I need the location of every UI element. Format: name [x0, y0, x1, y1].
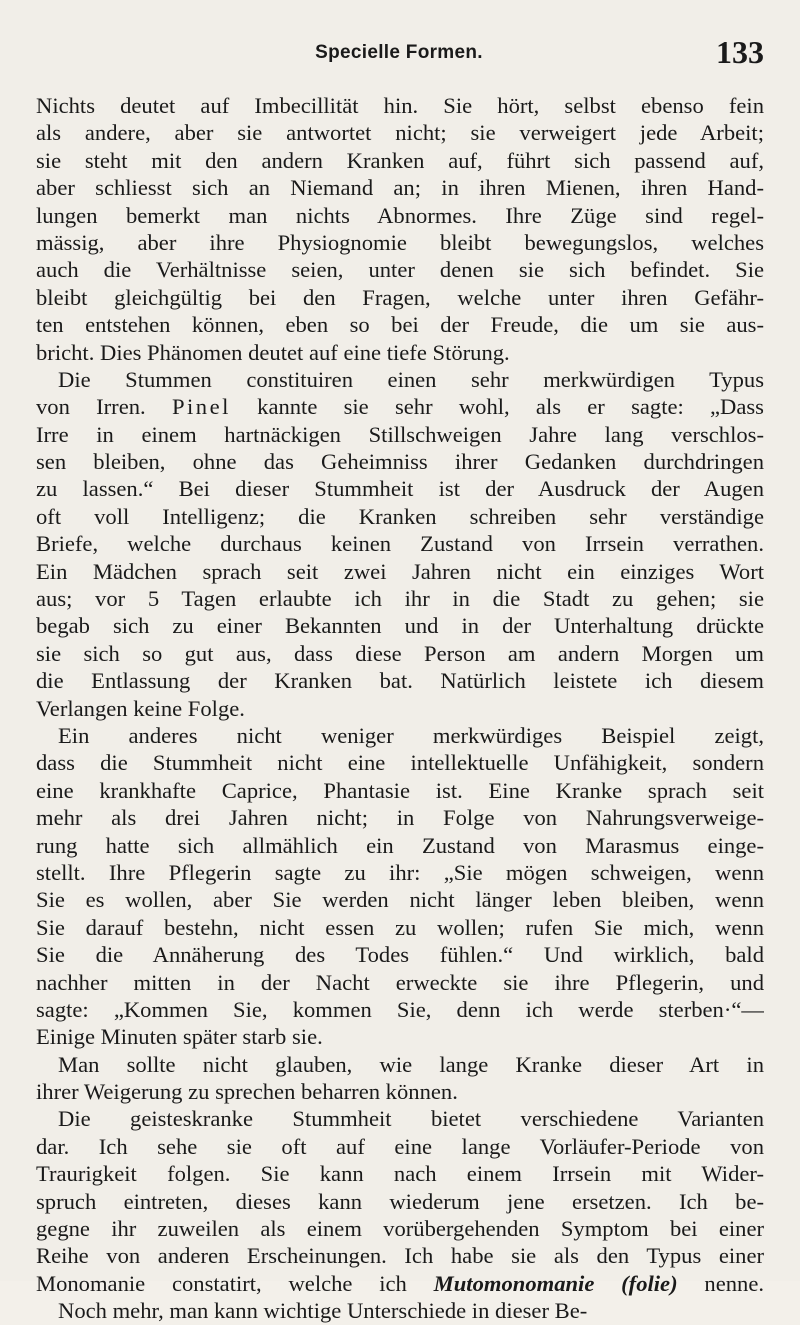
- text-line: Die geisteskranke Stummheit bietet verschiedene Varianten: [58, 1106, 764, 1132]
- body-text: [36, 92, 764, 1325]
- text-line: Nichts deutet auf Imbecillität hin. Sie hört, selbst ebenso fein: [36, 93, 764, 118]
- page-number: 133: [716, 34, 764, 70]
- text-fragment: von Irren.: [36, 394, 146, 420]
- text-line: als andere, aber sie antwortet nicht; sie verweigert jede Arbeit;: [36, 120, 764, 146]
- text-line: mässig, aber ihre Physiognomie bleibt bewegungslos, welches: [36, 229, 764, 255]
- running-title: Specielle Formen.: [315, 42, 483, 63]
- text-line: sie steht mit den andern Kranken auf, führt sich passend auf,: [36, 147, 764, 173]
- text-line: nachher mitten in der Nacht erweckte sie ihre Pflegerin, und: [36, 969, 764, 995]
- text-line: spruch eintreten, dieses kann wiederum jene ersetzen. Ich be-: [36, 1188, 764, 1214]
- text-line: [36, 393, 764, 420]
- page-header: [34, 34, 764, 74]
- text-line: gegne ihr zuweilen als einem vorübergehenden Symptom bei einer: [36, 1216, 764, 1242]
- text-line: Reihe von anderen Erscheinungen. Ich habe sie als den Typus einer: [36, 1243, 764, 1269]
- text-line: Die Stummen constituiren einen sehr merkwürdigen Typus: [58, 366, 764, 392]
- text-line: oft voll Intelligenz; die Kranken schreiben sehr verständige: [36, 503, 764, 529]
- text-line: lungen bemerkt man nichts Abnormes. Ihre Züge sind regel-: [36, 202, 764, 228]
- text-line: dar. Ich sehe sie oft auf eine lange Vorläufer-Periode von: [36, 1133, 764, 1159]
- emphasized-term: Mutomonomanie (folie): [433, 1270, 678, 1296]
- text-line: sagte: „Kommen Sie, kommen Sie, denn ich werde sterben·“—: [36, 996, 764, 1022]
- text-line: aber schliesst sich an Niemand an; in ihren Mienen, ihren Hand-: [36, 175, 764, 201]
- text-line: Man sollte nicht glauben, wie lange Kranke dieser Art in: [58, 1051, 764, 1077]
- text-line: Einige Minuten später starb sie.: [36, 1024, 323, 1050]
- text-line: Ein anderes nicht weniger merkwürdiges Beispiel zeigt,: [58, 722, 764, 748]
- text-line: Sie die Annäherung des Todes fühlen.“ Und wirklich, bald: [36, 942, 764, 968]
- text-line: Ein Mädchen sprach seit zwei Jahren nicht ein einziges Wort: [36, 558, 764, 584]
- text-line: Traurigkeit folgen. Sie kann nach einem Irrsein mit Wider-: [36, 1161, 764, 1187]
- text-line: ten entstehen können, eben so bei der Freude, die um sie aus-: [36, 312, 764, 338]
- text-line: stellt. Ihre Pflegerin sagte zu ihr: „Sie mögen schweigen, wenn: [36, 859, 764, 885]
- text-line: bleibt gleichgültig bei den Fragen, welche unter ihren Gefähr-: [36, 284, 764, 310]
- text-fragment: kannte sie sehr wohl, als er sagte: „Dass: [257, 394, 764, 420]
- text-fragment: nenne.: [704, 1270, 764, 1296]
- text-line: zu lassen.“ Bei dieser Stummheit ist der Ausdruck der Augen: [36, 476, 764, 502]
- text-line: rung hatte sich allmählich ein Zustand von Marasmus einge-: [36, 832, 764, 858]
- text-fragment: Monomanie constatirt, welche ich: [36, 1270, 407, 1296]
- text-line: Noch mehr, man kann wichtige Unterschiede in dieser Be-: [58, 1298, 588, 1324]
- text-line: Sie es wollen, aber Sie werden nicht länger leben bleiben, wenn: [36, 887, 764, 913]
- text-line: Sie darauf bestehn, nicht essen zu wollen; rufen Sie mich, wenn: [36, 914, 764, 940]
- text-line: aus; vor 5 Tagen erlaubte ich ihr in die Stadt zu gehen; sie: [36, 586, 764, 612]
- person-name: Pinel: [171, 394, 231, 420]
- text-line: eine krankhafte Caprice, Phantasie ist. Eine Kranke sprach seit: [36, 777, 764, 803]
- text-line: begab sich zu einer Bekannten und in der Unterhaltung drückte: [36, 613, 764, 639]
- text-line: sie sich so gut aus, dass diese Person am andern Morgen um: [36, 640, 764, 666]
- text-line: Verlangen keine Folge.: [36, 695, 245, 721]
- text-line: Irre in einem hartnäckigen Stillschweigen Jahre lang verschlos-: [36, 421, 764, 447]
- text-line: [36, 1270, 764, 1297]
- text-line: mehr als drei Jahren nicht; in Folge von Nahrungsverweige-: [36, 805, 764, 831]
- text-line: sen bleiben, ohne das Geheimniss ihrer Gedanken durchdringen: [36, 449, 764, 475]
- text-line: ihrer Weigerung zu sprechen beharren können.: [36, 1079, 458, 1105]
- text-line: dass die Stummheit nicht eine intellektuelle Unfähigkeit, sondern: [36, 750, 764, 776]
- text-line: auch die Verhältnisse seien, unter denen sie sich befindet. Sie: [36, 257, 764, 283]
- text-line: Briefe, welche durchaus keinen Zustand von Irrsein verrathen.: [36, 531, 764, 557]
- text-line: die Entlassung der Kranken bat. Natürlich leistete ich diesem: [36, 668, 764, 694]
- text-line: bricht. Dies Phänomen deutet auf eine tiefe Störung.: [36, 339, 510, 365]
